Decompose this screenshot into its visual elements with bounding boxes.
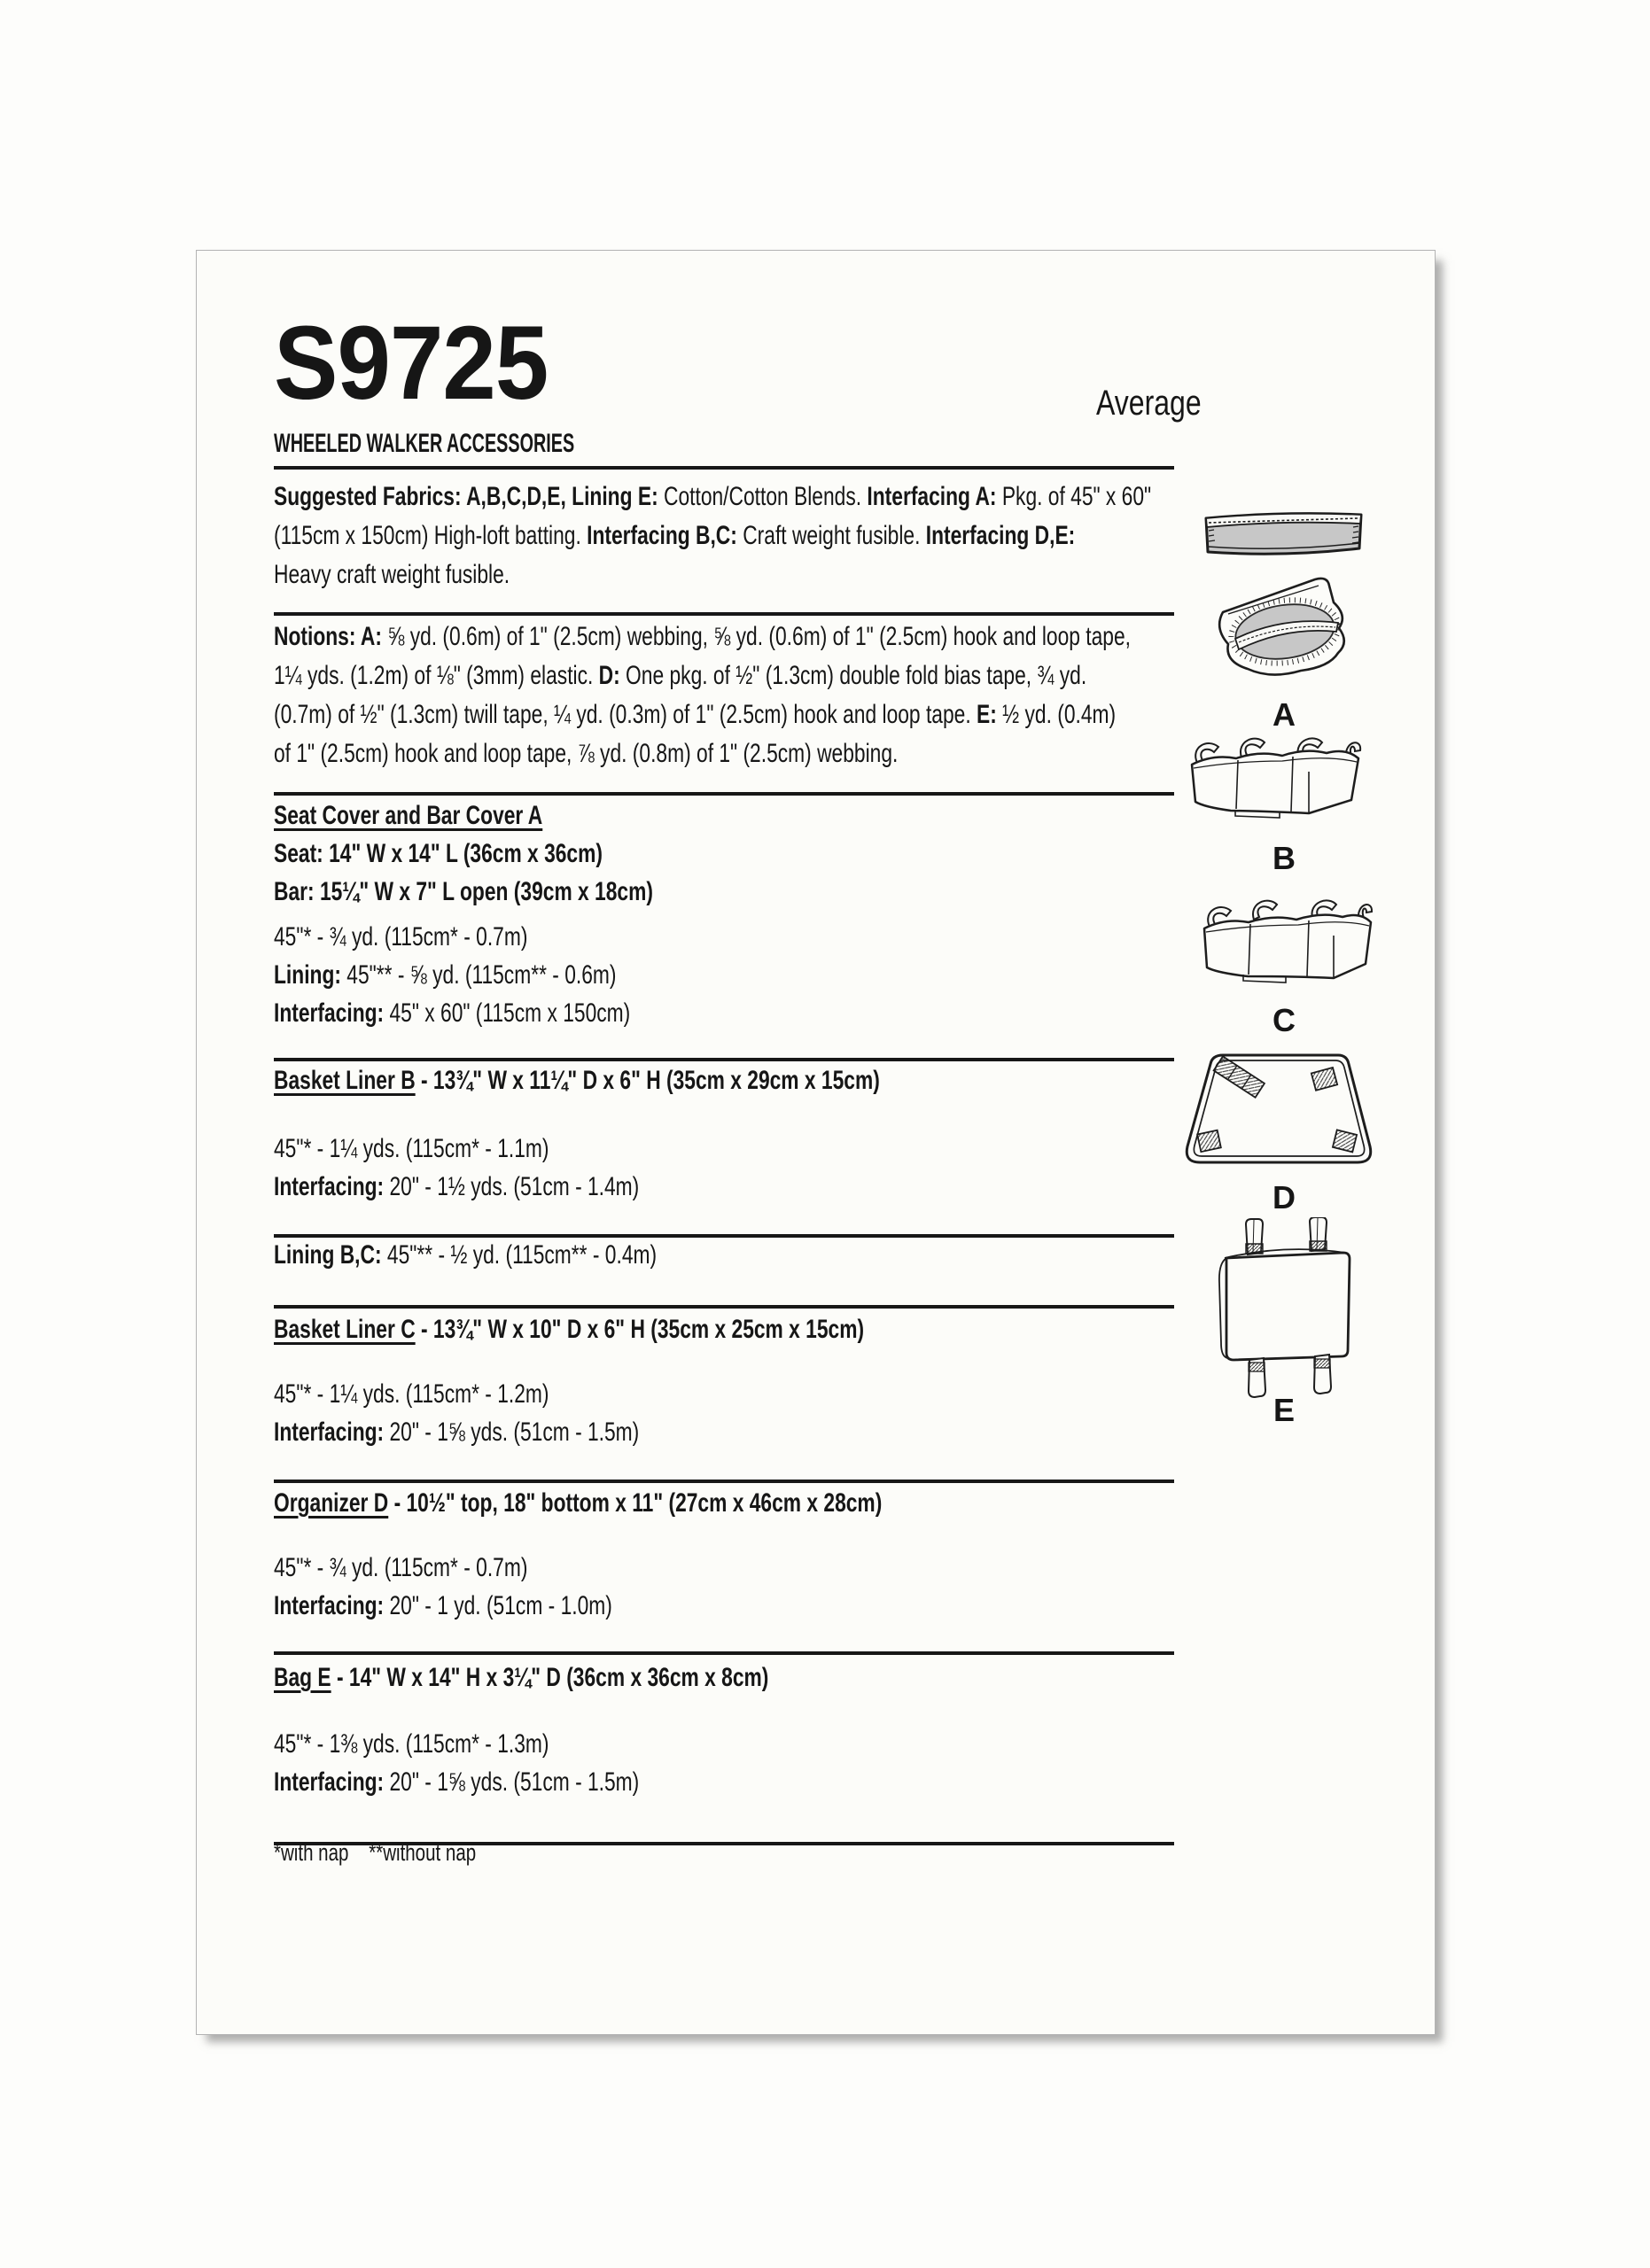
text-line: Bag E - 14" W x 14" H x 3¼" D (36cm x 36cm x 8cm) (274, 1663, 769, 1692)
text-line: Organizer D - 10½" top, 18" bottom x 11" (27cm x 46cm x 28cm) (274, 1488, 883, 1518)
text-line: Seat: 14" W x 14" L (36cm x 36cm) (274, 839, 603, 868)
organizer-d-drawing-icon (1182, 1051, 1375, 1168)
text-line: 45"* - 1¼ yds. (115cm* - 1.1m) (274, 1134, 549, 1163)
view-b-label: B (1273, 840, 1296, 876)
text-line: of 1" (2.5cm) hook and loop tape, ⅞ yd. (0.8m) of 1" (2.5cm) webbing. (274, 739, 899, 768)
text-line: (115cm x 150cm) High-loft batting. Interfacing B,C: Craft weight fusible. Interfacing D,E: (274, 521, 1076, 550)
section-divider (274, 466, 1174, 470)
text-line: *with nap **without nap (274, 1839, 477, 1866)
basket-liner-b-heading (274, 1061, 1174, 1099)
basket-liner-c-yardage (274, 1375, 1174, 1451)
section-divider (274, 1305, 1174, 1309)
text-line: Interfacing: 20" - 1⅝ yds. (51cm - 1.5m) (274, 1767, 640, 1797)
text-line: Suggested Fabrics: A,B,C,D,E, Lining E: Cotton/Cotton Blends. Interfacing A: Pkg. of 45" x 60" (274, 482, 1152, 511)
text-line: (0.7m) of ½" (1.3cm) twill tape, ¼ yd. (0.3m) of 1" (2.5cm) hook and loop tape. E: ½ yd. (0.4m) (274, 700, 1117, 729)
bag-e-drawing-icon (1212, 1217, 1358, 1405)
text-line: Seat Cover and Bar Cover A (274, 801, 543, 830)
text-line: 45"* - ¾ yd. (115cm* - 0.7m) (274, 1553, 528, 1582)
text-line: Basket Liner C - 13¾" W x 10" D x 6" H (35cm x 25cm x 15cm) (274, 1315, 865, 1344)
section-divider (274, 792, 1174, 796)
seat-cover-drawing-icon (1212, 573, 1356, 681)
lining-bc-line (274, 1236, 1174, 1274)
bag-e-heading (274, 1658, 1174, 1697)
view-c-label: C (1273, 1002, 1296, 1038)
view-d-label: D (1273, 1179, 1296, 1216)
text-line: 45"* - 1⅜ yds. (115cm* - 1.3m) (274, 1729, 549, 1759)
organizer-d-yardage (274, 1549, 1174, 1625)
section-divider (274, 1651, 1174, 1655)
nap-footnote (274, 1838, 1174, 1867)
pattern-category: WHEELED WALKER ACCESSORIES (274, 429, 575, 458)
bag-e-yardage (274, 1725, 1174, 1801)
text-line: Heavy craft weight fusible. (274, 560, 510, 589)
basket-liner-b-yardage (274, 1130, 1174, 1206)
basket-liner-b-drawing-icon (1187, 736, 1364, 829)
text-line: Lining B,C: 45"** - ½ yd. (115cm** - 0.4m) (274, 1240, 658, 1270)
bar-cover-drawing-icon (1202, 508, 1366, 559)
text-line: Notions: A: ⅝ yd. (0.6m) of 1" (2.5cm) webbing, ⅝ yd. (0.6m) of 1" (2.5cm) hook and loop tape, (274, 622, 1131, 651)
section-divider (274, 612, 1174, 616)
organizer-d-heading (274, 1484, 1174, 1522)
text-line: Interfacing: 20" - 1½ yds. (51cm - 1.4m) (274, 1172, 640, 1201)
text-line: Basket Liner B - 13¾" W x 11¼" D x 6" H (35cm x 29cm x 15cm) (274, 1066, 880, 1095)
notions-paragraph (274, 617, 1174, 773)
pattern-envelope-page (196, 250, 1436, 2035)
seat-cover-heading-block (274, 796, 1174, 911)
basket-liner-c-heading (274, 1310, 1174, 1348)
text-line: Interfacing: 20" - 1⅝ yds. (51cm - 1.5m) (274, 1418, 640, 1447)
pattern-number-title: S9725 (274, 305, 549, 422)
text-line: 1¼ yds. (1.2m) of ⅛" (3mm) elastic. D: One pkg. of ½" (1.3cm) double fold bias tape, ¾ yd. (274, 661, 1087, 690)
view-a-label: A (1273, 696, 1296, 733)
text-line: Interfacing: 20" - 1 yd. (51cm - 1.0m) (274, 1591, 612, 1620)
text-line: Lining: 45"** - ⅝ yd. (115cm** - 0.6m) (274, 960, 617, 990)
text-line: 45"* - ¾ yd. (115cm* - 0.7m) (274, 922, 528, 951)
view-e-label: E (1273, 1392, 1295, 1428)
difficulty-rating: Average (1096, 384, 1202, 423)
basket-liner-c-drawing-icon (1199, 893, 1376, 990)
section-divider (274, 1480, 1174, 1483)
text-line: Bar: 15¼" W x 7" L open (39cm x 18cm) (274, 877, 653, 906)
suggested-fabrics-paragraph (274, 478, 1174, 594)
seat-cover-yardage-block (274, 918, 1174, 1032)
text-line: 45"* - 1¼ yds. (115cm* - 1.2m) (274, 1379, 549, 1409)
text-line: Interfacing: 45" x 60" (115cm x 150cm) (274, 998, 631, 1028)
